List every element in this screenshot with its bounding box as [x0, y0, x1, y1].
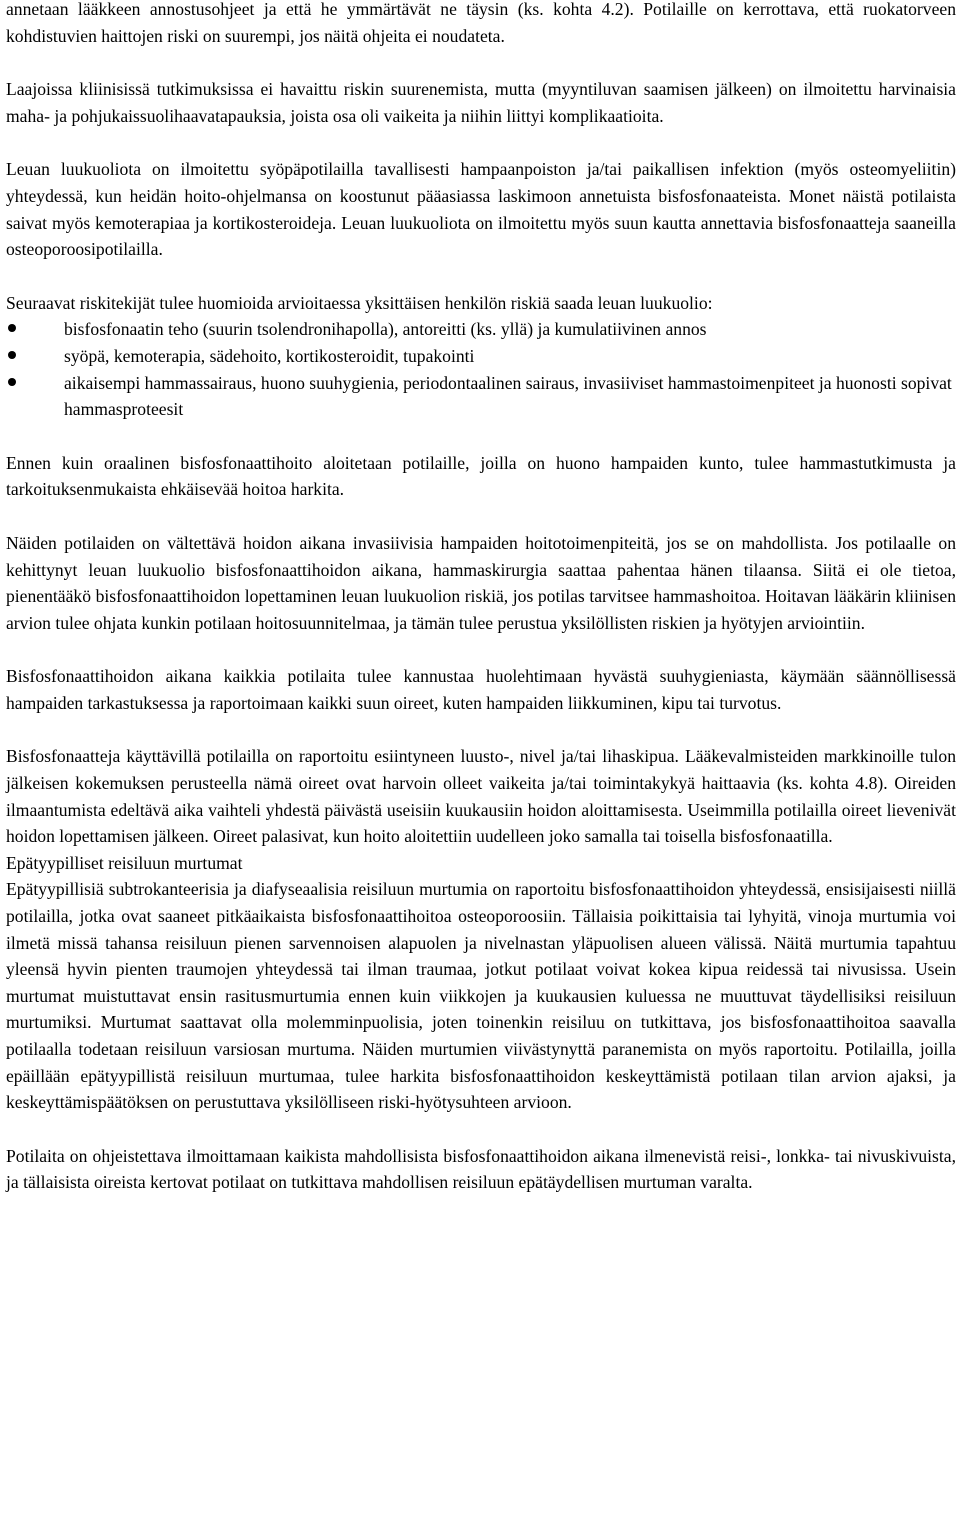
document-page: [6, 0, 956, 1196]
paragraph-risk-factors-intro: Seuraavat riskitekijät tulee huomioida arvioitaessa yksittäisen henkilön riskiä saada leuan luukuolio:: [6, 292, 713, 313]
list-item-text: bisfosfonaatin teho (suurin tsolendronihapolla), antoreitti (ks. yllä) ja kumulatiivinen annos: [64, 319, 707, 340]
section-heading: Epätyypilliset reisiluun murtumat: [6, 852, 243, 873]
list-item-text: syöpä, kemoterapia, sädehoito, kortikosteroidit, tupakointi: [64, 345, 475, 366]
paragraph-musculoskeletal-pain: Bisfosfonaatteja käyttävillä potilailla on raportoitu esiintyneen luusto-, nivel ja/tai lihaskipua. Lääkevalmisteiden markkinoille tulon jälkeisen kokemuksen perusteella nämä oireet ovat harvoin olleet vaikeita ja/tai toimintakykyä haittaavia (ks. kohta 4.8). Oireiden ilmaantumista edeltävä aika vaihteli yhdestä päivästä useisiin kuukausiin hoidon aloittamisesta. Useimmilla potilailla oireet lievenivät hoidon lopettamisen jälkeen. Oireet palasivat, kun hoito aloitettiin uudelleen joko samalla tai toisella bisfosfonaatilla.: [6, 746, 956, 847]
list-item: [6, 316, 956, 343]
paragraph-oral-hygiene: Bisfosfonaattihoidon aikana kaikkia potilaita tulee kannustaa huolehtimaan hyvästä suuhygieniasta, käymään säännöllisessä hampaiden tarkastuksessa ja raportoimaan kaikki suun oireet, kuten hampaiden liikkuminen, kipu tai turvotus.: [6, 666, 956, 713]
paragraph-patient-instructions: Potilaita on ohjeistettava ilmoittamaan kaikista mahdollisista bisfosfonaattihoidon aikana ilmenevistä reisi-, lonkka- tai nivuskivuista, ja tällaisista oireista kertovat potilaat on tutkittava mahdollisen reisiluun epätäydellisen murtuman varalta.: [6, 1145, 956, 1193]
bullet-icon: [8, 324, 16, 332]
list-item: [6, 343, 956, 370]
paragraph-gastric-ulcers: Laajoissa kliinisissä tutkimuksissa ei havaittu riskin suurenemista, mutta (myyntiluvan saamisen jälkeen) on ilmoitettu harvinaisia maha- ja pohjukaissuolihaavatapauksia, joista osa oli vaikeita ja niihin liittyi komplikaatioita.: [6, 79, 956, 126]
paragraph-jaw-osteonecrosis: Leuan luukuoliota on ilmoitettu syöpäpotilailla tavallisesti hampaanpoiston ja/tai paikallisen infektion (myös osteomyeliitin) yhteydessä, kun heidän hoito-ohjelmansa on koostunut pääasiassa laskimoon annetuista bisfosfonaateista. Monet näistä potilaista saivat myös kemoterapiaa ja kortikosteroideja. Leuan luukuoliota on ilmoitettu myös suun kautta annettavia bisfosfonaatteja saaneilla osteoporoosipotilailla.: [6, 159, 956, 260]
paragraph-dosing-instructions: annetaan lääkkeen annostusohjeet ja että he ymmärtävät ne täysin (ks. kohta 4.2). Potilaille on kerrottava, että ruokatorveen kohdistuvien haittojen riski on suurempi, jos näitä ohjeita ei noudateta.: [6, 0, 956, 46]
paragraph-dental-exam: Ennen kuin oraalinen bisfosfonaattihoito aloitetaan potilaille, joilla on huono hampaiden kunto, tulee hammastutkimusta ja tarkoituksenmukaista ehkäisevää hoitoa harkita.: [6, 452, 956, 500]
paragraph-atypical-fractures: Epätyypillisiä subtrokanteerisia ja diafyseaalisia reisiluun murtumia on raportoitu bisfosfonaattihoidon yhteydessä, ensisijaisesti niillä potilailla, jotka ovat saaneet pitkäaikaista bisfosfonaattihoitoa osteoporoosiin. Tällaisia poikittaisia tai lyhyitä, vinoja murtumia voi ilmetä missä tahansa reisiluun pienen sarvennoisen alapuolen ja nivelnastan yläpuolisen alueen välissä. Näitä murtumia tapahtuu yleensä hyvin pienten traumojen yhteydessä tai ilman traumaa, jotkut potilaat voivat kokea kipua reidessä tai nivusissa. Usein murtumat muistuttavat ensin rasitusmurtumia ennen kuin viikkojen ja kuukausien kuluessa ne muuttuvat täydellisiksi reisiluun murtumiksi. Murtumat saattavat olla molemminpuolisia, joten toinenkin reisiluu on tutkittava, jos bisfosfonaattihoitoa saavalla potilaalla todetaan reisiluun varsiosan murtuma. Näiden murtumien viivästynyttä paranemista on myös raportoitu. Potilailla, joilla epäillään epätyypillistä reisiluun murtumaa, tulee harkita bisfosfonaattihoidon keskeyttämistä potilaan tilan arvion ajaksi, ja keskeyttämispäätöksen on perustuttava yksilölliseen riski-hyötysuhteen arvioon.: [6, 879, 956, 1113]
list-item-text: aikaisempi hammassairaus, huono suuhygienia, periodontaalinen sairaus, invasiiviset hammastoimenpiteet ja huonosti sopivat hammasproteesit: [64, 372, 952, 420]
list-item: [6, 370, 956, 423]
bullet-icon: [8, 378, 16, 386]
bullet-icon: [8, 351, 16, 359]
paragraph-avoid-invasive: Näiden potilaiden on vältettävä hoidon aikana invasiivisia hampaiden hoitotoimenpiteitä, jos se on mahdollista. Jos potilaalle on kehittynyt leuan luukuolio bisfosfonaattihoidon aikana, hammaskirurgia saattaa pahentaa hänen tilaansa. Siitä ei ole tietoa, pienentääkö bisfosfonaattihoidon lopettaminen leuan luukuolion riskiä, jos potilas tarvitsee hammashoitoa. Hoitavan lääkärin kliinisen arvion tulee ohjata kunkin potilaan hoitosuunnitelmaa, ja tämän tulee perustua yksilöllisten riskien ja hyötyjen arviointiin.: [6, 532, 956, 633]
risk-factors-list: [6, 316, 956, 422]
